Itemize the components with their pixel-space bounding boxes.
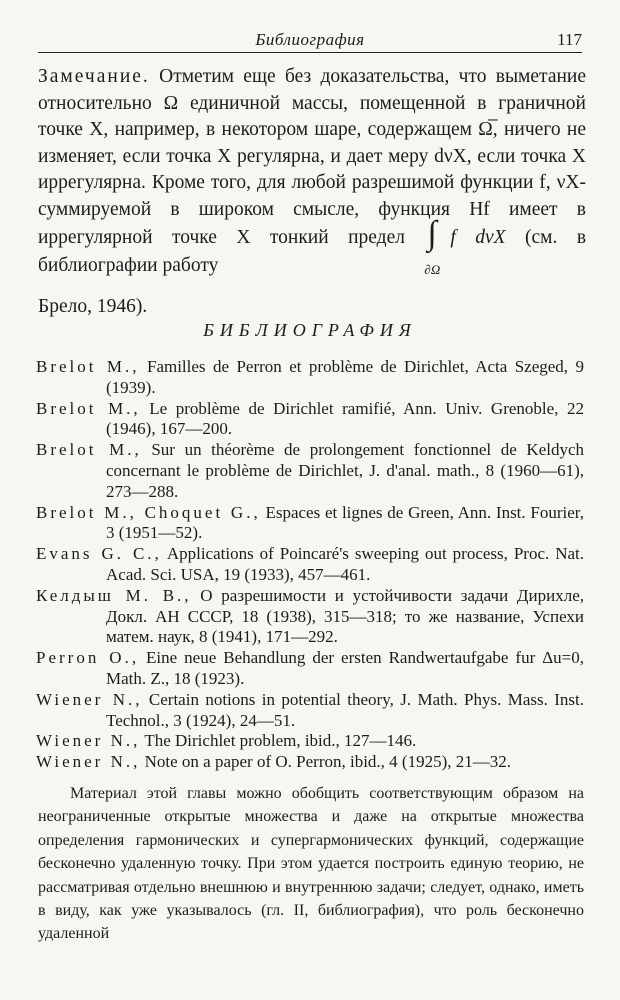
reference-item: [36, 586, 584, 648]
reference-text: Familles de Perron et problème de Dirichlet, Acta Szeged, 9 (1939).: [106, 357, 584, 397]
remark-paragraph: [38, 64, 586, 320]
reference-authors: Brelot M.,: [36, 357, 140, 376]
remark-text-after: (см. в библиографии работу: [38, 227, 587, 276]
integral-formula: [424, 215, 450, 277]
remark-text: Отметим еще без доказательства, что выметание относительно Ω единичной массы, помещенной в граничной точке X, например, в некотором шаре, содержащем Ω̅, ничего не изменяет, если точка X регулярна, и дает меру dνX, если точка X иррегулярна. Кроме того, для любой разрешимой функции f, νX-суммируемой в широком смысле, функция Hf имеет в иррегулярной точке X тонкий предел: [38, 66, 586, 248]
closing-paragraph: Материал этой главы можно обобщить соответствующим образом на неограниченные открытые множества и даже на открытые множества определения гармонических и супергармонических функций, содержащие бесконечно удаленную точку. При этом удается построить единую теорию, не рассматривая отдельно внешнюю и внутреннюю задачи; следует, однако, иметь в виду, как уже указывалось (гл. II, библиография), что роль бесконечно удаленной: [38, 785, 584, 943]
reference-item: [36, 399, 584, 441]
running-title: Библиография: [255, 30, 365, 49]
reference-list: [36, 357, 584, 773]
remark-tail: Брело, 1946).: [38, 295, 148, 317]
reference-authors: Wiener N.,: [36, 731, 141, 751]
reference-authors: Келдыш М. В.,: [36, 585, 192, 605]
reference-item: [36, 690, 584, 732]
reference-item: [36, 648, 584, 690]
reference-authors: Evans G. C.,: [36, 544, 162, 564]
reference-authors: Brelot M.,: [36, 398, 141, 418]
bibliography-title: БИБЛИОГРАФИЯ: [203, 320, 417, 340]
page-number: 117: [557, 30, 582, 49]
integral-sign: ∫: [427, 215, 437, 252]
remark-label: Замечание.: [38, 66, 150, 87]
reference-authors: Perron O.,: [36, 648, 140, 668]
reference-text: Sur un théorème de prolongement fonctionnel de Keldych concernant le problème de Dirichlet, J. d'anal. math., 8 (1960—61), 273—288.: [106, 440, 585, 501]
reference-text: Applications of Poincaré's sweeping out process, Proc. Nat. Acad. Sci. USA, 19 (1933), 457—461.: [106, 544, 585, 584]
reference-text: The Dirichlet problem, ibid., 127—146.: [144, 731, 417, 751]
integral-expression: f dνX: [450, 227, 506, 248]
reference-text: Le problème de Dirichlet ramifié, Ann. Univ. Grenoble, 22 (1946), 167—200.: [106, 398, 585, 439]
reference-text: Note on a paper of O. Perron, ibid., 4 (1925), 21—32.: [144, 752, 511, 772]
reference-text: Certain notions in potential theory, J. Math. Phys. Mass. Inst. Technol., 3 (1924), 24—51.: [106, 689, 584, 730]
reference-text: Espaces et lignes de Green, Ann. Inst. Fourier, 3 (1951—52).: [106, 502, 585, 543]
reference-authors: Wiener N.,: [36, 689, 143, 709]
reference-item: [36, 503, 584, 545]
reference-item: [36, 731, 584, 752]
integral-subscript: ∂Ω: [424, 262, 441, 277]
closing-section: [38, 782, 584, 946]
reference-authors: Wiener N.,: [36, 752, 141, 772]
reference-text: Eine neue Behandlung der ersten Randwertaufgabe fur Δu=0, Math. Z., 18 (1923).: [106, 648, 584, 688]
reference-item: [36, 357, 584, 399]
page-header: [38, 24, 582, 53]
reference-text: О разрешимости и устойчивости задачи Дирихле, Докл. АН СССР, 18 (1938), 315—318; то же название, Успехи матем. наук, 8 (1941), 171—292.: [106, 585, 584, 647]
reference-authors: Brelot M.,: [36, 440, 142, 460]
reference-item: [36, 752, 584, 773]
reference-item: [36, 544, 584, 586]
reference-item: [36, 440, 584, 502]
reference-authors: Brelot M., Choquet G.,: [36, 502, 261, 522]
